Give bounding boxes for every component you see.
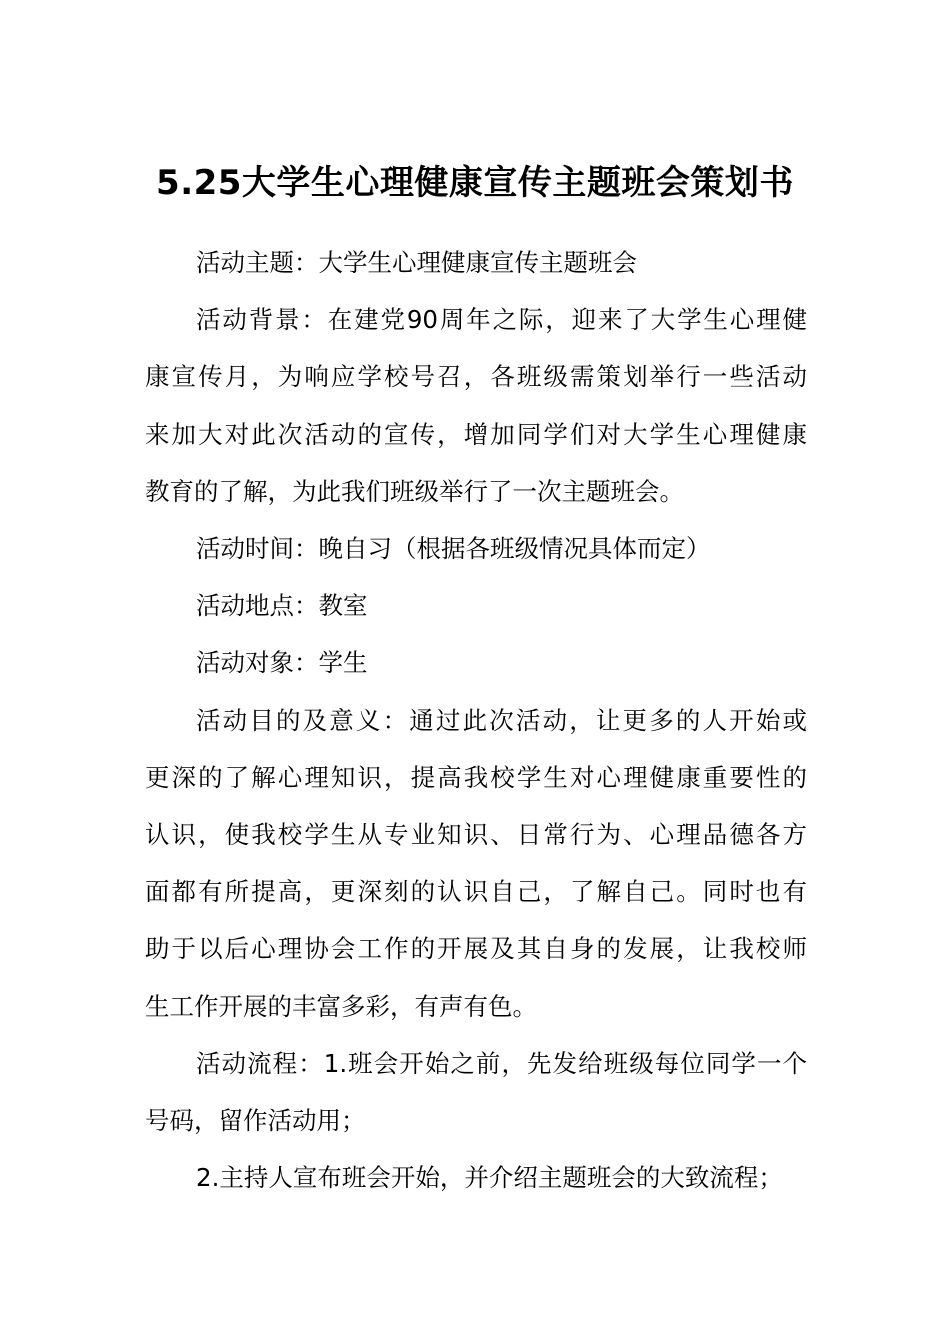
text-line: 康宣传月，为响应学校号召，各班级需策划举行一些活动 (145, 362, 807, 392)
paragraph-activity-purpose (145, 692, 807, 1035)
text-line: 活动流程：1.班会开始之前，先发给班级每位同学一个 (196, 1048, 807, 1078)
text-line: 面都有所提高，更深刻的认识自己，了解自己。同时也有 (145, 877, 807, 907)
text-line: 活动对象：学生 (196, 648, 368, 678)
text-line: 认识，使我校学生从专业知识、日常行为、心理品德各方 (145, 820, 807, 850)
paragraph-activity-time (145, 520, 807, 577)
text-line: 来加大对此次活动的宣传，增加同学们对大学生心理健康 (145, 419, 807, 449)
document-title: 5.25大学生心理健康宣传主题班会策划书 (156, 163, 794, 203)
paragraph-activity-theme (145, 234, 807, 291)
text-line: 活动主题：大学生心理健康宣传主题班会 (196, 248, 637, 277)
paragraph-activity-process (145, 1035, 807, 1149)
document-body (145, 234, 807, 1206)
paragraph-activity-background (145, 291, 807, 520)
text-line: 活动时间：晚自习（根据各班级情况具体而定） (196, 534, 711, 564)
text-line: 生工作开展的丰富多彩，有声有色。 (145, 991, 537, 1021)
text-line: 活动目的及意义：通过此次活动，让更多的人开始或 (196, 705, 807, 735)
paragraph-activity-location (145, 577, 807, 634)
text-line: 教育的了解，为此我们班级举行了一次主题班会。 (145, 476, 684, 506)
text-line: 更深的了解心理知识，提高我校学生对心理健康重要性的 (145, 762, 807, 792)
text-line: 活动背景：在建党90周年之际，迎来了大学生心理健 (196, 305, 807, 335)
text-line: 助于以后心理协会工作的开展及其自身的发展，让我校师 (145, 934, 807, 964)
text-line: 2.主持人宣布班会开始，并介绍主题班会的大致流程； (196, 1163, 783, 1193)
paragraph-process-step-2 (145, 1149, 807, 1206)
paragraph-activity-target (145, 634, 807, 691)
text-line: 活动地点：教室 (196, 591, 368, 621)
text-line: 号码，留作活动用； (145, 1106, 366, 1136)
